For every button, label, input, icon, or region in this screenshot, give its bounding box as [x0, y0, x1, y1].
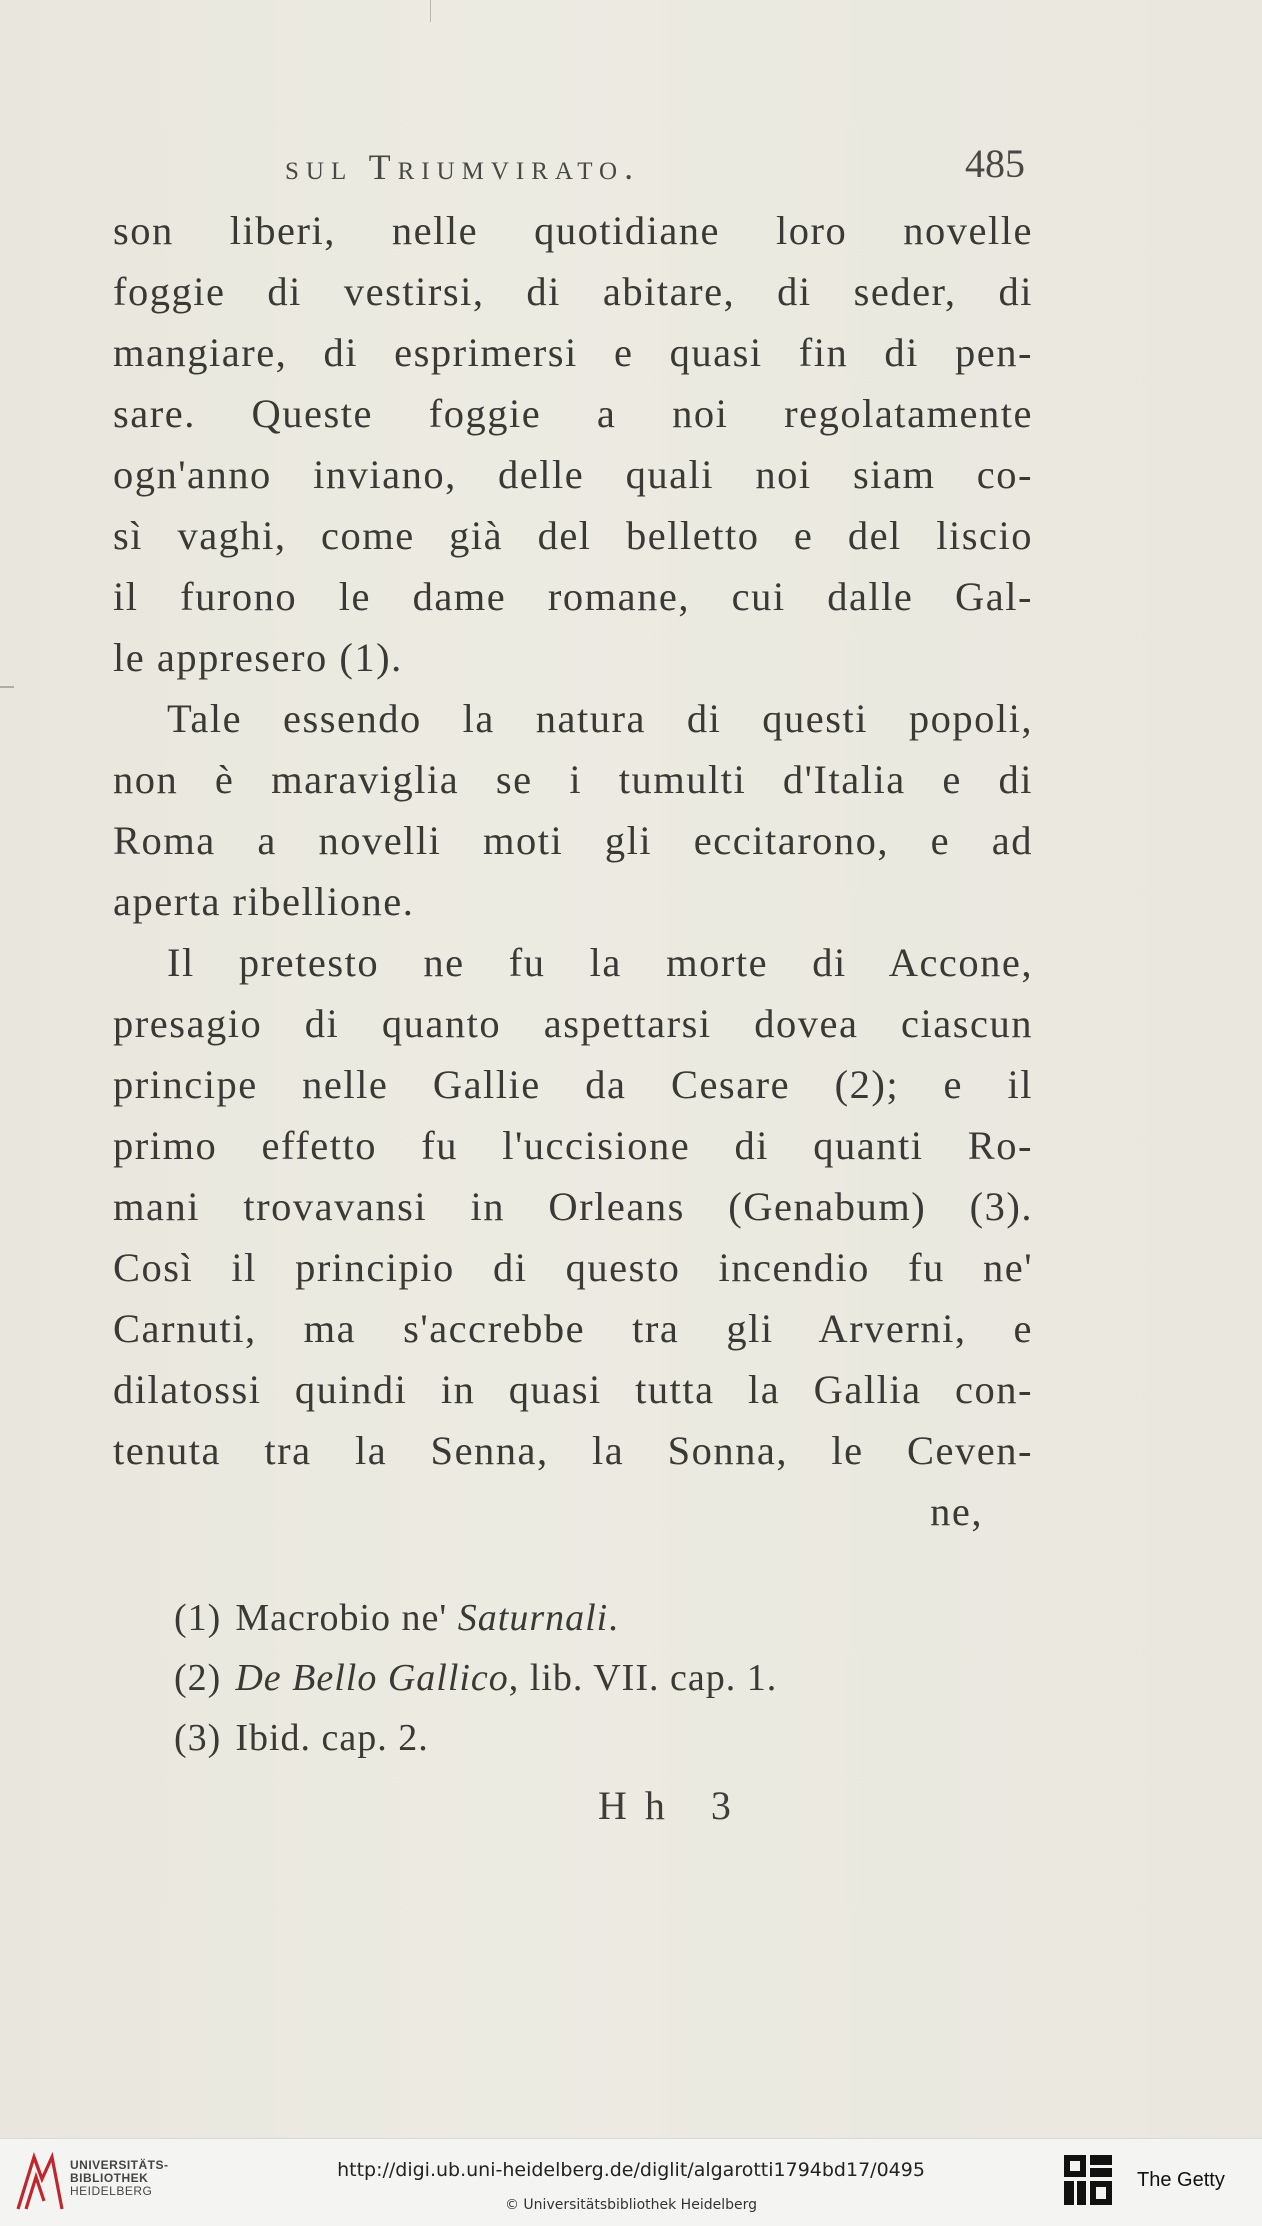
footnote-ref: (3): [174, 1717, 222, 1759]
text-line: presagio di quanto aspettarsi dovea ciascun: [113, 1001, 1033, 1046]
page-number: 485: [965, 141, 1025, 186]
footnote-text: Ibid. cap. 2.: [235, 1717, 429, 1759]
copyright-notice: © Universitätsbibliothek Heidelberg: [504, 2197, 757, 2213]
text-line: non è maraviglia se i tumulti d'Italia e di: [113, 757, 1033, 802]
library-name-line: HEIDELBERG: [70, 2184, 153, 2198]
text-line: principe nelle Gallie da Cesare (2); e il: [113, 1062, 1033, 1107]
text-line: mani trovavansi in Orleans (Genabum) (3).: [113, 1184, 1033, 1229]
text-line: tenuta tra la Senna, la Sonna, le Ceven-: [113, 1428, 1033, 1473]
footnote: [174, 1588, 1034, 1648]
text-line: aperta ribellione.: [113, 879, 415, 924]
text-line: foggie di vestirsi, di abitare, di seder, di: [113, 269, 1033, 314]
footnotes: [174, 1588, 1034, 1768]
text-line: il furono le dame romane, cui dalle Gal-: [113, 574, 1033, 619]
partner-name: The Getty: [1137, 2169, 1225, 2191]
text-line: dilatossi quindi in quasi tutta la Gallia con-: [113, 1367, 1033, 1412]
text-line: ogn'anno inviano, delle quali noi siam co-: [113, 452, 1033, 497]
footnote: [174, 1708, 1034, 1768]
footnote: [174, 1648, 1034, 1708]
text-line: Tale essendo la natura di questi popoli,: [167, 696, 1033, 741]
text-line: sare. Queste foggie a noi regolatamente: [113, 391, 1033, 436]
margin-mark: [0, 686, 14, 688]
permalink[interactable]: http://digi.ub.uni-heidelberg.de/diglit/algarotti1794bd17/0495: [337, 2159, 925, 2181]
footnote-ref: (2): [174, 1657, 222, 1699]
running-title: sul Triumvirato.: [285, 147, 641, 187]
signature-mark: Hh 3: [598, 1783, 749, 1828]
text-line: sì vaghi, come già del belletto e del liscio: [113, 513, 1033, 558]
text-line: Il pretesto ne fu la morte di Accone,: [167, 940, 1033, 985]
catchword: ne,: [930, 1489, 983, 1534]
footnote-ref: (1): [174, 1597, 222, 1639]
footnote-text: , lib. VII. cap. 1.: [508, 1657, 778, 1699]
text-line: Così il principio di questo incendio fu ne': [113, 1245, 1033, 1290]
viewer-footer: [0, 2138, 1262, 2226]
library-name-line: UNIVERSITÄTS-: [70, 2158, 169, 2172]
footnote-text: .: [608, 1597, 619, 1639]
body-text: [113, 200, 1033, 1542]
text-line: Roma a novelli moti gli eccitarono, e ad: [113, 818, 1033, 863]
footnote-title: Saturnali: [457, 1597, 609, 1639]
footnote-text: Macrobio ne': [235, 1597, 448, 1639]
text-line: Carnuti, ma s'accrebbe tra gli Arverni, e: [113, 1306, 1033, 1351]
page-edge-mark: [430, 0, 431, 22]
text-line: le appresero (1).: [113, 635, 403, 680]
text-line: mangiare, di esprimersi e quasi fin di pen-: [113, 330, 1033, 375]
getty-logo-icon[interactable]: [1060, 2151, 1116, 2213]
page-header: [285, 140, 1035, 190]
text-line: primo effetto fu l'uccisione di quanti Ro-: [113, 1123, 1033, 1168]
text-line: son liberi, nelle quotidiane loro novelle: [113, 208, 1033, 253]
library-name-line: BIBLIOTHEK: [70, 2171, 149, 2185]
footnote-title: De Bello Gallico: [235, 1657, 509, 1699]
